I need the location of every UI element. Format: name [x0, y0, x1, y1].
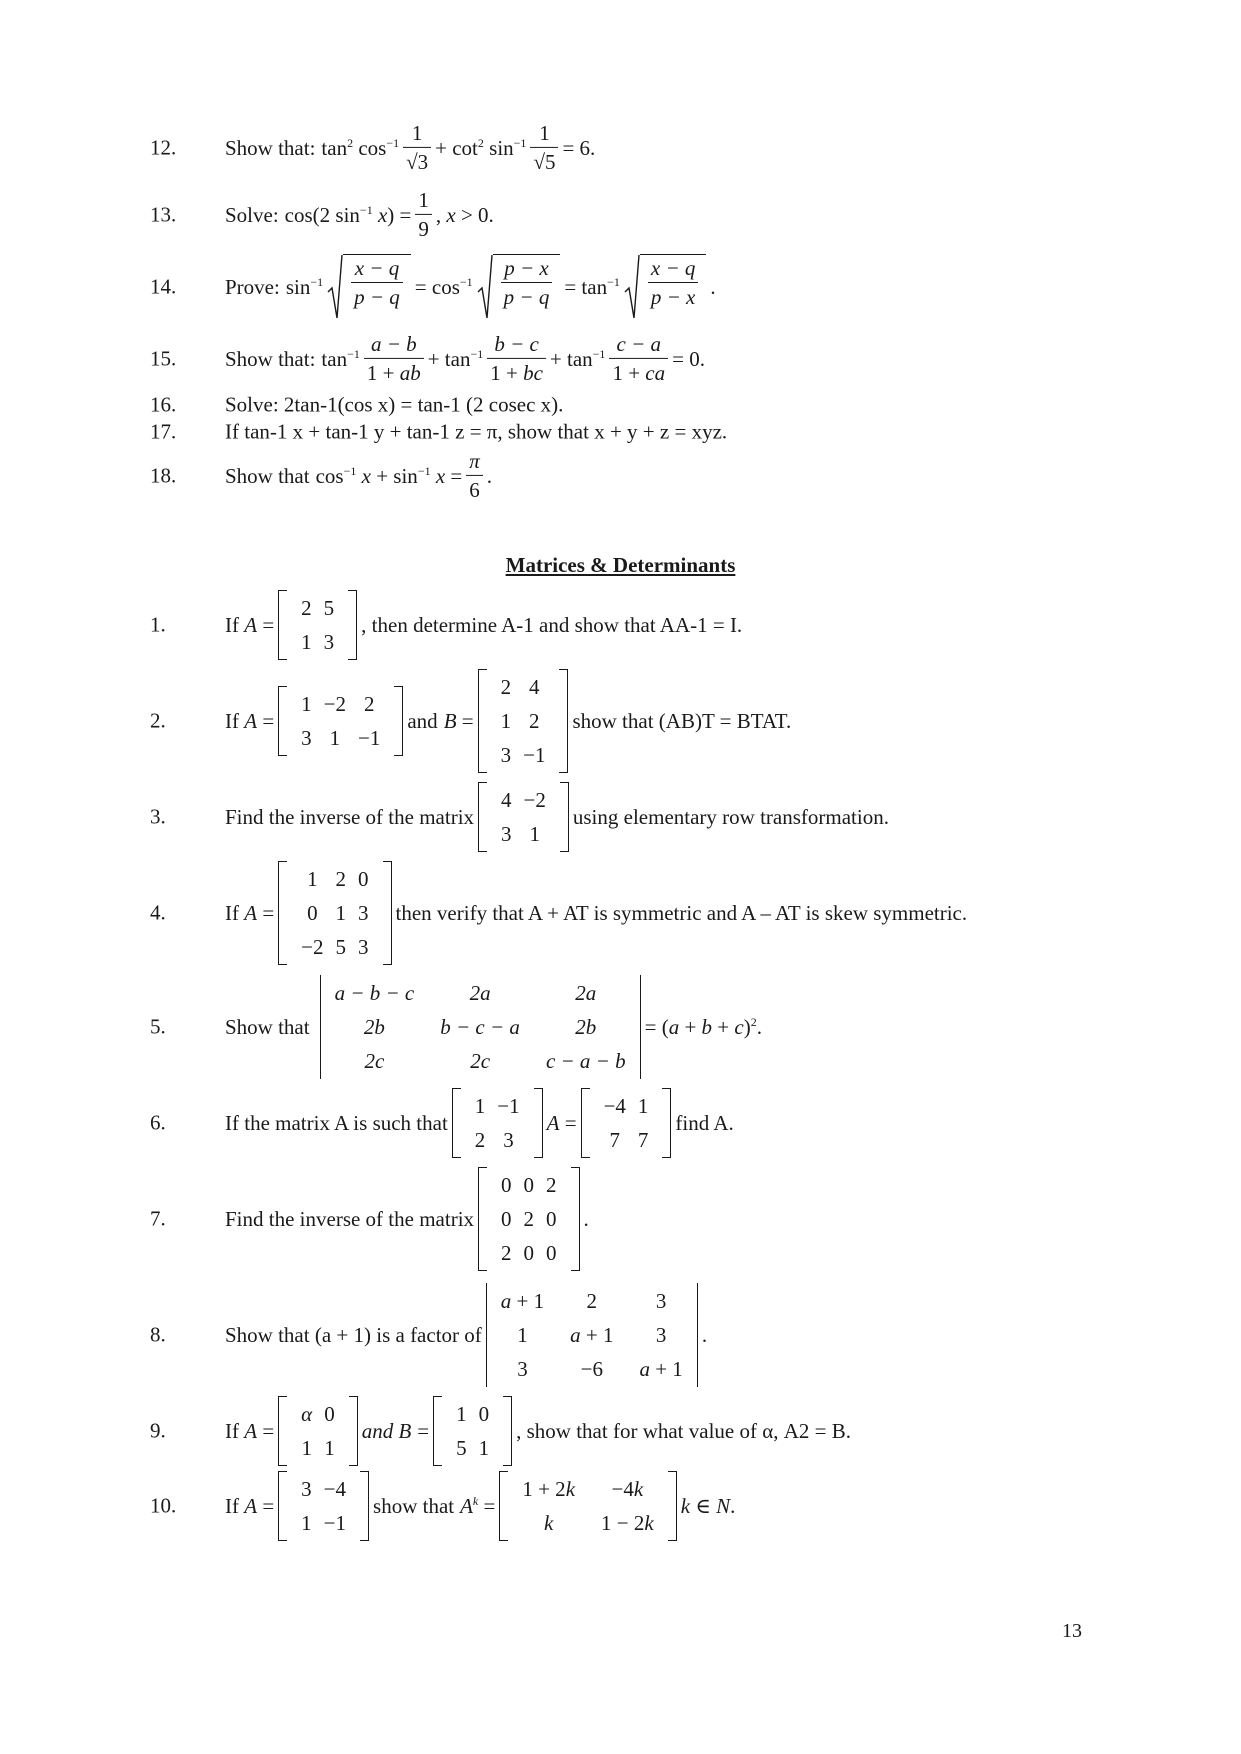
question-number: 15. — [150, 346, 177, 371]
matrix: 2 5 1 3 — [278, 590, 357, 660]
determinant: a − b − c 2a 2a 2b b − c − a 2b 2c 2c c − a − b — [320, 975, 641, 1079]
determinant: a + 1 2 3 1 a + 1 3 3 −6 a + 1 — [486, 1283, 698, 1387]
matrix: 1 2 0 0 1 3 −2 5 3 — [278, 861, 391, 965]
matrix: 3 −4 1 −1 — [278, 1471, 369, 1541]
matrix: 1 + 2k −4k k 1 − 2k — [499, 1471, 676, 1541]
question-lead: If the matrix A is such that — [225, 1110, 448, 1135]
question-number: 17. — [150, 419, 177, 444]
question-lead: Show that — [225, 1014, 310, 1039]
question-lead: Show that: — [225, 135, 316, 160]
question-tail: using elementary row transformation. — [572, 804, 889, 829]
question-text: Solve: 2tan-1(cos x) = tan-1 (2 cosec x). — [225, 392, 564, 417]
question-tail: , show that for what value of α, A2 = B. — [516, 1418, 851, 1443]
question-lead: Show that: — [225, 346, 316, 371]
question-tail: find A. — [675, 1110, 734, 1135]
question-lead: Show that (a + 1) is a factor of — [225, 1322, 482, 1347]
question-number: 9. — [150, 1418, 166, 1443]
question-lead: Show that — [225, 463, 310, 488]
question-number: 2. — [150, 708, 166, 733]
matrix: 1 −1 2 3 — [452, 1088, 543, 1158]
question-number: 4. — [150, 900, 166, 925]
question-number: 5. — [150, 1014, 166, 1039]
question-lead: Solve: — [225, 202, 279, 227]
matrix: −4 1 7 7 — [581, 1088, 672, 1158]
question-number: 13. — [150, 202, 177, 227]
question-lead: Prove: — [225, 274, 280, 299]
question-number: 3. — [150, 804, 166, 829]
question-number: 7. — [150, 1206, 166, 1231]
matrix: α 0 1 1 — [278, 1396, 358, 1466]
matrix: 4 −2 3 1 — [478, 782, 569, 852]
matrix: 1 −2 2 3 1 −1 — [278, 686, 403, 756]
question-tail: then verify that A + AT is symmetric and A – AT is skew symmetric. — [395, 900, 968, 925]
page-number: 13 — [1062, 1620, 1082, 1642]
question-number: 14. — [150, 274, 177, 299]
question-lead: Find the inverse of the matrix — [225, 1206, 475, 1231]
question-number: 12. — [150, 135, 177, 160]
question-number: 6. — [150, 1110, 166, 1135]
matrix: 0 0 2 0 2 0 2 0 0 — [478, 1167, 580, 1271]
question-mid: and — [407, 708, 438, 733]
question-lead: Find the inverse of the matrix — [225, 804, 475, 829]
question-number: 8. — [150, 1322, 166, 1347]
matrix: 1 0 5 1 — [433, 1396, 512, 1466]
question-number: 18. — [150, 463, 177, 488]
question-number: 10. — [150, 1493, 177, 1518]
question-text: If tan-1 x + tan-1 y + tan-1 z = π, show that x + y + z = xyz. — [225, 419, 728, 444]
question-tail: , then determine A-1 and show that AA-1 = I. — [361, 612, 743, 637]
question-number: 16. — [150, 392, 177, 417]
section-heading: Matrices & Determinants — [505, 553, 736, 577]
question-mid: show that — [373, 1493, 455, 1518]
question-number: 1. — [150, 612, 166, 637]
question-tail: show that (AB)T = BTAT. — [572, 708, 792, 733]
matrix: 2 4 1 2 3 −1 — [478, 669, 569, 773]
